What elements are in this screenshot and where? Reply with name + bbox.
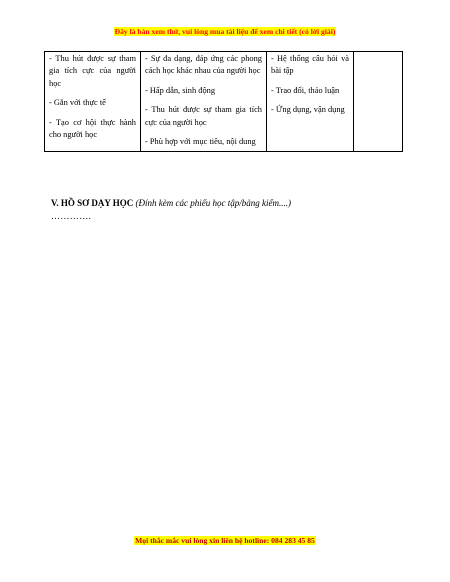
section-note: (Đính kèm các phiếu học tập/bảng kiểm....)	[135, 198, 291, 208]
list-item: - Trao đổi, thảo luận	[271, 85, 340, 95]
preview-banner-text: Đây là bản xem thử, vui lòng mua tài liệu để xem chi tiết (có lời giải)	[114, 27, 336, 36]
list-item: - Ứng dụng, vận dụng	[271, 105, 345, 115]
table-cell-col2	[141, 52, 267, 152]
section-title: V. HỒ SƠ DẠY HỌC	[51, 198, 134, 208]
list-item: - Hấp dẫn, sinh động	[145, 85, 216, 95]
table-cell-col4	[354, 52, 403, 152]
list-item: - Thu hút được sự tham gia tích cực của người học	[49, 54, 136, 88]
criteria-table	[44, 51, 403, 152]
hotline-banner-text: Mọi thắc mắc vui lòng xin liên hệ hotline: 084 283 45 85	[135, 536, 315, 545]
table-cell-col3	[267, 52, 354, 152]
placeholder-dots: ………….	[51, 211, 92, 221]
list-item: - Sự đa dạng, đáp ứng các phong cách học khác nhau của người học	[145, 54, 262, 76]
list-item: - Hệ thống câu hỏi và bài tập	[271, 54, 349, 76]
preview-banner	[0, 27, 450, 37]
table-cell-col1	[45, 52, 141, 152]
list-item: - Gắn với thực tế	[49, 98, 106, 108]
list-item: - Phù hợp với mục tiêu, nội dung	[145, 137, 256, 147]
list-item: - Thu hút được sự tham gia tích cực của người học	[145, 105, 262, 127]
list-item: - Tạo cơ hội thực hành cho người học	[49, 117, 136, 140]
section-heading	[51, 197, 291, 209]
hotline-banner	[0, 536, 450, 546]
table-row	[45, 52, 403, 152]
